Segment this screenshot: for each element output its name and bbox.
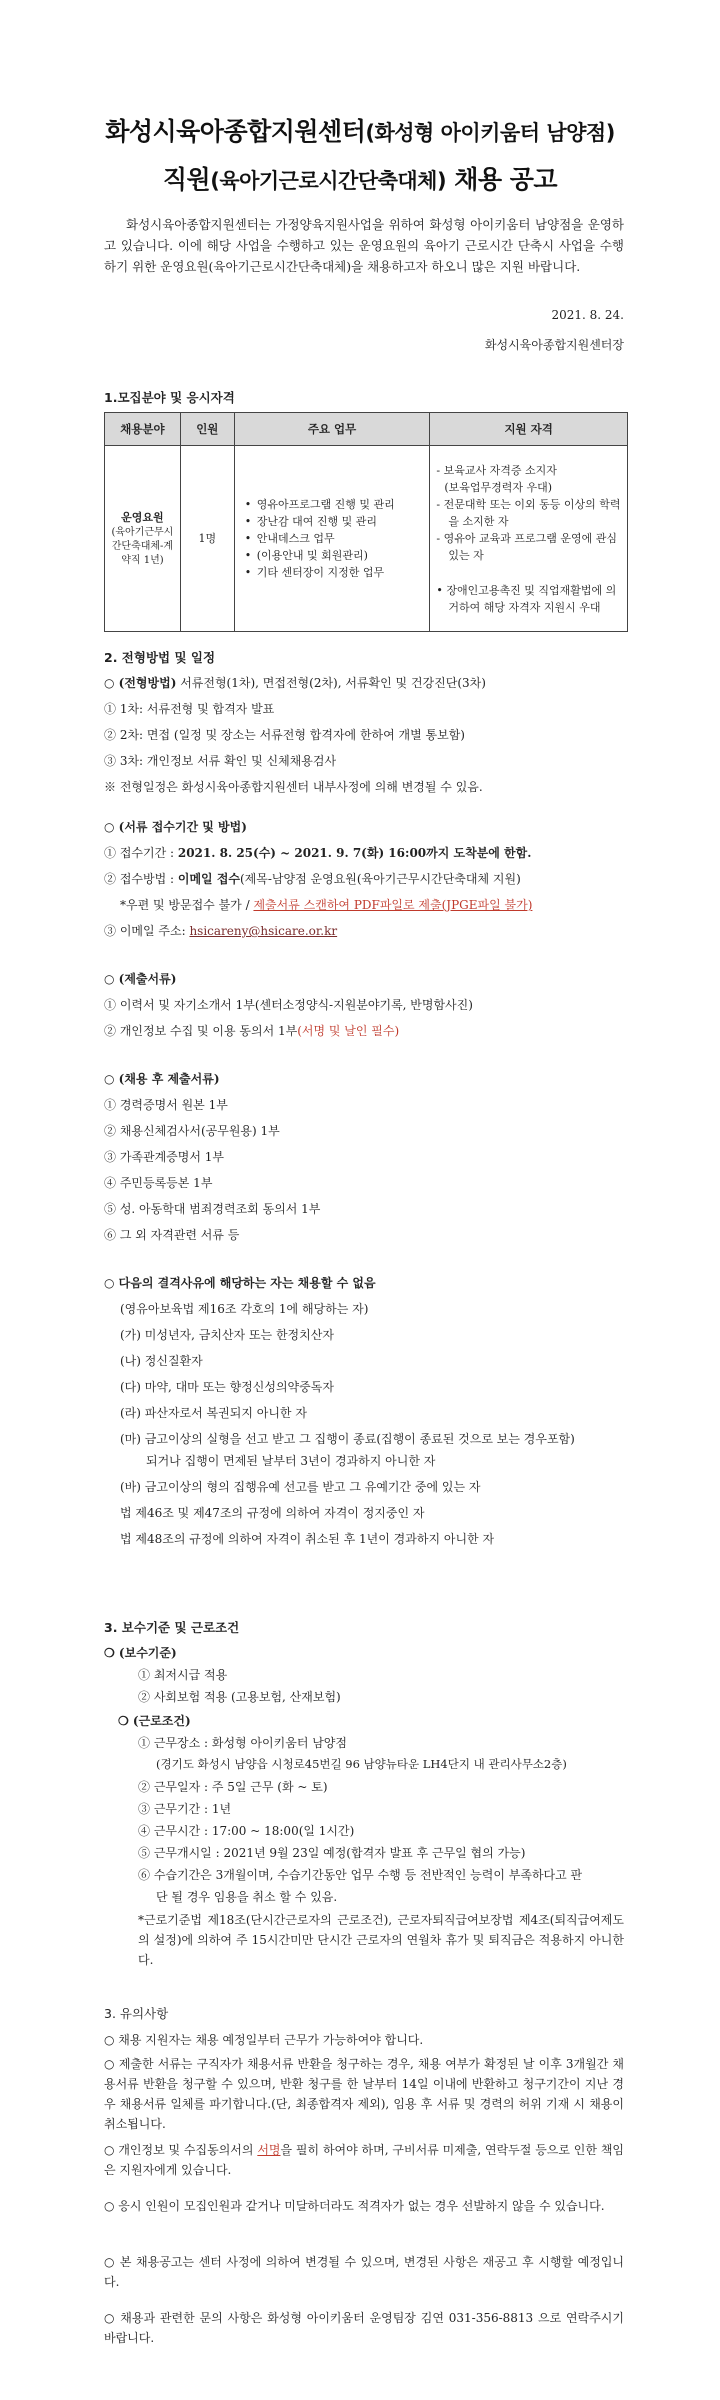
selection-method-label: ○ (전형방법) (104, 676, 177, 690)
list-item: (바) 금고이상의 형의 집행유예 선고를 받고 그 유예기간 중에 있는 자 (120, 1480, 481, 1494)
note-item: ○ 본 채용공고는 센터 사정에 의하여 변경될 수 있으며, 변경된 사항은 재공고 후 시행할 예정입니다. (104, 2255, 624, 2289)
list-item-continued: 되거나 집행이 면제된 날부터 3년이 경과하지 아니한 자 (146, 1454, 436, 1468)
notice-title-line2 (0, 160, 720, 196)
signature-emphasis: 서명 (257, 2143, 281, 2157)
email-link[interactable]: hsicareny@hsicare.or.kr (189, 924, 338, 938)
application-email (104, 922, 337, 939)
qual-item: - 보육교사 자격증 소지자 (436, 463, 557, 477)
list-item: (마) 금고이상의 실형을 선고 받고 그 집행이 종료(집행이 종료된 것으로 보는 경우포함) (120, 1432, 575, 1446)
list-item: • 장난감 대여 진행 및 관리 (257, 513, 424, 530)
method-label: ② 접수방법 : (104, 872, 178, 886)
list-item: ② 근무일자 : 주 5일 근무 (화 ~ 토) (138, 1780, 328, 1794)
qual-item: - 전문대학 또는 이외 동등 이상의 학력을 소지한 자 (436, 497, 621, 528)
issuing-organization: 화성시육아종합지원센터장 (484, 338, 624, 352)
header-qualifications: 지원 자격 (430, 413, 628, 446)
table-row (105, 446, 628, 632)
period-value: 2021. 8. 25(수) ~ 2021. 9. 7(화) 16:00까지 도착분에 한함. (177, 846, 532, 860)
method-value: 이메일 접수 (177, 872, 240, 886)
list-item: ① 경력증명서 원본 1부 (104, 1098, 228, 1112)
note-item: ○ 제출한 서류는 구직자가 채용서류 반환을 청구하는 경우, 채용 여부가 확정된 날 이후 3개월간 채용서류 반환을 청구할 수 있으며, 반환 청구를 한 날부터 14일 이내에 반환하고 청구기간이 지난 경우 채용서류 일체를 파기합니다.(단, 최종합격자 제외), 임용 후 서류 및 경력의 허위 기재 시 채용이 취소됩니다. (104, 2057, 624, 2131)
title-suffix: 채용 공고 (446, 165, 558, 194)
law-item: 법 제48조의 규정에 의하여 자격이 취소된 후 1년이 경과하지 아니한 자 (120, 1532, 495, 1546)
documents-title: ○ (제출서류) (104, 972, 177, 986)
list-item: ② 채용신체검사서(공무원용) 1부 (104, 1124, 280, 1138)
list-item: (가) 미성년자, 금치산자 또는 한정치산자 (120, 1328, 334, 1342)
duty-list (241, 496, 424, 581)
disqualification-title: ○ 다음의 결격사유에 해당하는 자는 채용할 수 없음 (104, 1276, 376, 1290)
note-item (104, 2140, 624, 2180)
signature-required-note: (서명 및 날인 필수) (297, 1024, 400, 1038)
selection-method-text: 서류전형(1차), 면접전형(2차), 서류확인 및 건강진단(3차) (176, 676, 486, 690)
section-notes-title: 3. 유의사항 (104, 2006, 169, 2021)
section-pay-title: 3. 보수기준 및 근로조건 (104, 1620, 240, 1635)
selection-method (104, 674, 486, 691)
selection-note: ※ 전형일정은 화성시육아종합지원센터 내부사정에 의해 변경될 수 있음. (104, 780, 483, 794)
application-method (104, 870, 521, 887)
cell-field (105, 446, 181, 632)
law-item: 법 제46조 및 제47조의 규정에 의하여 자격이 정지중인 자 (120, 1506, 425, 1520)
method-note: (제목-남양점 운영요원(육아기근무시간단축대체 지원) (240, 872, 521, 886)
list-item (257, 547, 424, 564)
duty-subnote: (이용안내 및 회원관리) (256, 549, 368, 562)
title-position-detail: (육아기근로시간단축대체) (210, 169, 447, 193)
warning-text: *우편 및 방문접수 불가 / (120, 898, 254, 912)
application-warning (120, 896, 532, 913)
list-item-continued: 단 될 경우 임용을 취소 할 수 있음. (156, 1890, 338, 1904)
qual-item: - 영유아 교육과 프로그램 운영에 관심 있는 자 (436, 531, 617, 562)
section-selection-title: 2. 전형방법 및 일정 (104, 650, 216, 665)
title-branch: (화성형 아이키움터 남양점) (365, 121, 615, 145)
application-period-title: ○ (서류 접수기간 및 방법) (104, 820, 247, 834)
list-item: ② 사회보험 적용 (고용보험, 산재보험) (138, 1690, 341, 1704)
note-text: ○ 개인정보 및 수집동의서의 (104, 2143, 258, 2157)
list-item: • 안내데스크 업무 (257, 530, 424, 547)
disqualification-basis: (영유아보육법 제16조 각호의 1에 해당하는 자) (120, 1302, 369, 1316)
note-text: 을 필히 하여야 하며, 구비서류 미제출, 연락두절 등으로 인한 책임은 지원자에게 있습니다. (104, 2143, 624, 2177)
notice-title-line1 (0, 112, 720, 148)
list-item: ⑥ 그 외 자격관련 서류 등 (104, 1228, 240, 1242)
qual-item: • 장애인고용촉진 및 직업재활법에 의거하여 해당 자격자 지원시 우대 (436, 583, 617, 614)
list-item: ⑤ 성. 아동학대 범죄경력조회 동의서 1부 (104, 1202, 321, 1216)
list-item: ③ 가족관계증명서 1부 (104, 1150, 225, 1164)
cell-duties (234, 446, 430, 632)
note-item: ○ 응시 인원이 모집인원과 같거나 미달하더라도 적격자가 없는 경우 선발하지 않을 수 있습니다. (104, 2199, 605, 2213)
table-header-row (105, 413, 628, 446)
title-main: 화성시육아종합지원센터 (105, 117, 366, 146)
post-hire-documents-title: ○ (채용 후 제출서류) (104, 1072, 220, 1086)
list-item: (나) 정신질환자 (120, 1354, 203, 1368)
section-recruitment-title: 1.모집분야 및 응시자격 (104, 390, 235, 405)
list-item: ④ 근무시간 : 17:00 ~ 18:00(일 1시간) (138, 1824, 355, 1838)
list-item: • 영유아프로그램 진행 및 관리 (257, 496, 424, 513)
list-item: ④ 주민등록등본 1부 (104, 1176, 213, 1190)
cell-qualifications (430, 446, 628, 632)
selection-step: ① 1차: 서류전형 및 합격자 발표 (104, 702, 275, 716)
list-item: (다) 마약, 대마 또는 향정신성의약중독자 (120, 1380, 334, 1394)
list-item: ⑥ 수습기간은 3개월이며, 수습기간동안 업무 수행 등 전반적인 능력이 부족하다고 판 (138, 1868, 583, 1882)
labor-law-note: *근로기준법 제18조(단시간근로자의 근로조건), 근로자퇴직급여보장법 제4조(퇴직급여제도의 설정)에 의하여 주 15시간미만 단시간 근로자의 연월차 휴가 및 퇴직금은 적용하지 아니한다. (138, 1913, 624, 1967)
selection-step: ③ 3차: 개인정보 서류 확인 및 신체채용검사 (104, 754, 337, 768)
pay-standard-title: ❍ (보수기준) (104, 1646, 177, 1660)
intro-paragraph: 화성시육아종합지원센터는 가정양육지원사업을 위하여 화성형 아이키움터 남양점을 운영하고 있습니다. 이에 해당 사업을 수행하고 있는 운영요원의 육아기 근로시간 단축시 사업을 수행하기 위한 운영요원(육아기근로시간단축대체)을 채용하고자 하오니 많은 지원 바랍니다. (104, 217, 624, 274)
document-item (104, 1022, 399, 1039)
cell-count: 1명 (180, 446, 234, 632)
recruitment-table (104, 412, 628, 632)
notice-date: 2021. 8. 24. (551, 308, 624, 322)
header-count: 인원 (180, 413, 234, 446)
field-name: 운영요원 (121, 511, 164, 524)
selection-step: ② 2차: 면접 (일정 및 장소는 서류전형 합격자에 한하여 개별 통보함) (104, 728, 465, 742)
warning-pdf-only: 제출서류 스캔하여 PDF파일로 제출(JPGE파일 불가) (253, 898, 533, 912)
list-item: ① 근무장소 : 화성형 아이키움터 남양점 (138, 1736, 347, 1750)
title-position: 직원 (162, 165, 211, 194)
list-item: ⑤ 근무개시일 : 2021년 9월 23일 예정(합격자 발표 후 근무일 협의 가능) (138, 1846, 526, 1860)
email-label: ③ 이메일 주소: (104, 924, 190, 938)
field-detail: (육아기근무시간단축대체-계약직 1년) (111, 527, 174, 566)
application-period (104, 844, 531, 861)
note-item: ○ 채용과 관련한 문의 사항은 화성형 아이키움터 운영팀장 김연 031-356-8813 으로 연락주시기 바랍니다. (104, 2311, 624, 2345)
work-conditions-title: ❍ (근로조건) (118, 1714, 191, 1728)
note-item: ○ 채용 지원자는 채용 예정일부터 근무가 가능하여야 합니다. (104, 2033, 424, 2047)
list-item: (라) 파산자로서 복권되지 아니한 자 (120, 1406, 307, 1420)
list-item: ① 최저시급 적용 (138, 1668, 228, 1682)
period-label: ① 접수기간 : (104, 846, 178, 860)
document-item: ① 이력서 및 자기소개서 1부(센터소정양식-지원분야기록, 반명함사진) (104, 998, 473, 1012)
work-address: (경기도 화성시 남양읍 시청로45번길 96 남양뉴타운 LH4단지 내 관리사무소2층) (156, 1757, 567, 1771)
qual-item: (보육업무경력자 우대) (444, 480, 553, 494)
list-item: ③ 근무기간 : 1년 (138, 1802, 232, 1816)
list-item: • 기타 센터장이 지정한 업무 (257, 564, 424, 581)
header-field: 채용분야 (105, 413, 181, 446)
header-duties: 주요 업무 (234, 413, 430, 446)
document-item-text: ② 개인정보 수집 및 이용 동의서 1부 (104, 1024, 298, 1038)
